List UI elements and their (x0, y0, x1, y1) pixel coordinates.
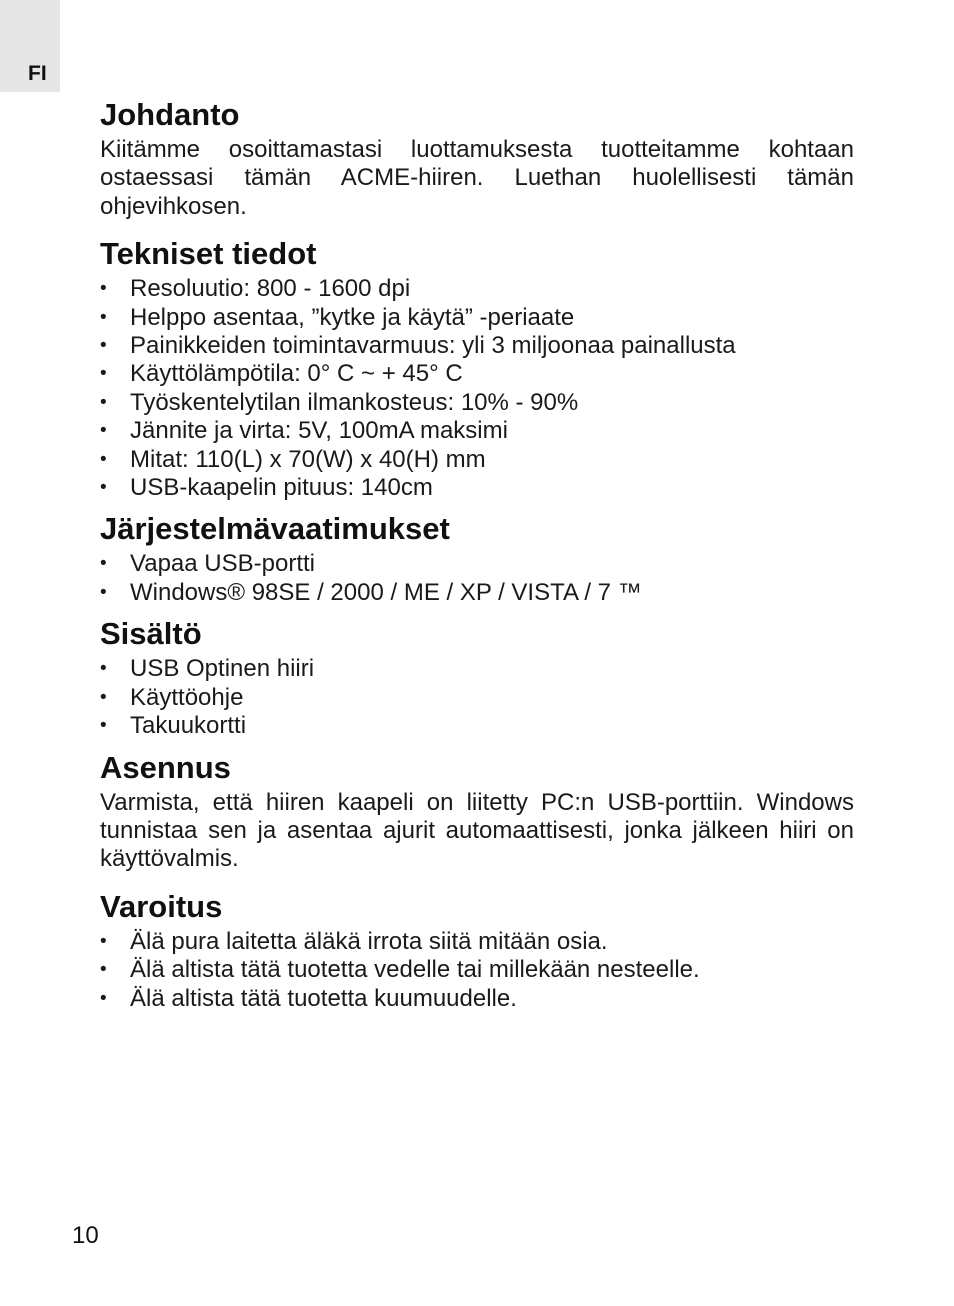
list-item: • Käyttölämpötila: 0° C ~ + 45° C (100, 360, 854, 388)
list-item: • USB Optinen hiiri (100, 655, 854, 683)
section-title-warning: Varoitus (100, 888, 223, 924)
section-title-requirements: Järjestelmävaatimukset (100, 511, 450, 547)
list-item: • USB-kaapelin pituus: 140cm (100, 474, 854, 502)
page-content (100, 96, 854, 1021)
list-item: • Älä pura laitetta äläkä irrota siitä mitään osia. (100, 928, 854, 956)
section-title-install: Asennus (100, 749, 231, 785)
section-install (100, 749, 854, 874)
section-contents (100, 615, 854, 740)
list-item: • Käyttöohje (100, 684, 854, 712)
section-warning (100, 888, 854, 1013)
list-item: • Työskentelytilan ilmankosteus: 10% - 90% (100, 389, 854, 417)
list-item: • Windows® 98SE / 2000 / ME / XP / VISTA / 7 ™ (100, 579, 854, 607)
warning-list (100, 928, 854, 1013)
section-title-contents: Sisältö (100, 616, 202, 652)
list-item: • Vapaa USB-portti (100, 550, 854, 578)
section-title-intro: Johdanto (100, 97, 240, 132)
requirements-list (100, 550, 854, 607)
language-tab (0, 0, 60, 92)
list-item: • Mitat: 110(L) x 70(W) x 40(H) mm (100, 446, 854, 474)
install-paragraph: Varmista, että hiiren kaapeli on liitetty PC:n USB-porttiin. Windows tunnistaa sen ja asentaa ajurit automaattisesti, jonka jälkeen hiiri on käyttövalmis. (100, 788, 854, 873)
list-item: • Helppo asentaa, ”kytke ja käytä” -periaate (100, 304, 854, 332)
list-item: • Jännite ja virta: 5V, 100mA maksimi (100, 417, 854, 445)
page-number: 10 (72, 1222, 99, 1249)
language-code: FI (28, 62, 47, 85)
section-title-specs: Tekniset tiedot (100, 236, 317, 272)
section-specs (100, 235, 854, 502)
specs-list (100, 275, 854, 502)
list-item: • Älä altista tätä tuotetta vedelle tai millekään nesteelle. (100, 956, 854, 984)
list-item: • Älä altista tätä tuotetta kuumuudelle. (100, 985, 854, 1013)
section-intro (100, 96, 854, 221)
section-requirements (100, 510, 854, 607)
list-item: • Takuukortti (100, 712, 854, 740)
list-item: • Painikkeiden toimintavarmuus: yli 3 miljoonaa painallusta (100, 332, 854, 360)
contents-list (100, 655, 854, 740)
list-item: • Resoluutio: 800 - 1600 dpi (100, 275, 854, 303)
intro-paragraph: Kiitämme osoittamastasi luottamuksesta tuotteitamme kohtaan ostaessasi tämän ACME-hiiren. Luethan huolellisesti tämän ohjevihkosen. (100, 136, 854, 220)
